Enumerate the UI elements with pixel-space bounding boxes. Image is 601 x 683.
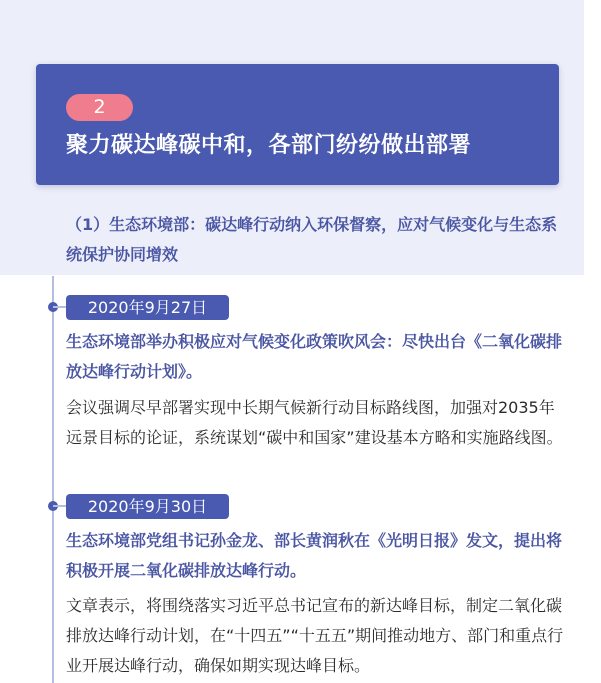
event-body: 会议强调尽早部署实现中长期气候新行动目标路线图，加强对2035年远景目标的论证，系统谋划“碳中和国家”建设基本方略和实施路线图。	[66, 398, 563, 447]
section-header-card	[36, 64, 559, 185]
timeline-connector	[53, 306, 66, 308]
date-badge: 2020年9月30日	[66, 494, 229, 519]
event-title: 生态环境部举办积极应对气候变化政策吹风会：尽快出台《二氧化碳排放达峰行动计划》。	[66, 332, 563, 381]
subsection-heading: （1）生态环境部：碳达峰行动纳入环保督察，应对气候变化与生态系统保护协同增效	[66, 215, 558, 264]
date-badge: 2020年9月27日	[66, 295, 229, 320]
event-body: 文章表示，将围绕落实习近平总书记宣布的新达峰目标，制定二氧化碳排放达峰行动计划，在“十四五”“十五五”期间推动地方、部门和重点行业开展达峰行动，确保如期实现达峰目标。	[66, 596, 564, 675]
section-title: 聚力碳达峰碳中和，各部门纷纷做出部署	[66, 133, 472, 158]
event-title: 生态环境部党组书记孙金龙、部长黄润秋在《光明日报》发文，提出将积极开展二氧化碳排放达峰行动。	[66, 531, 563, 580]
section-number-badge: 2	[66, 94, 133, 121]
timeline-line	[52, 276, 54, 683]
timeline-connector	[53, 505, 66, 507]
